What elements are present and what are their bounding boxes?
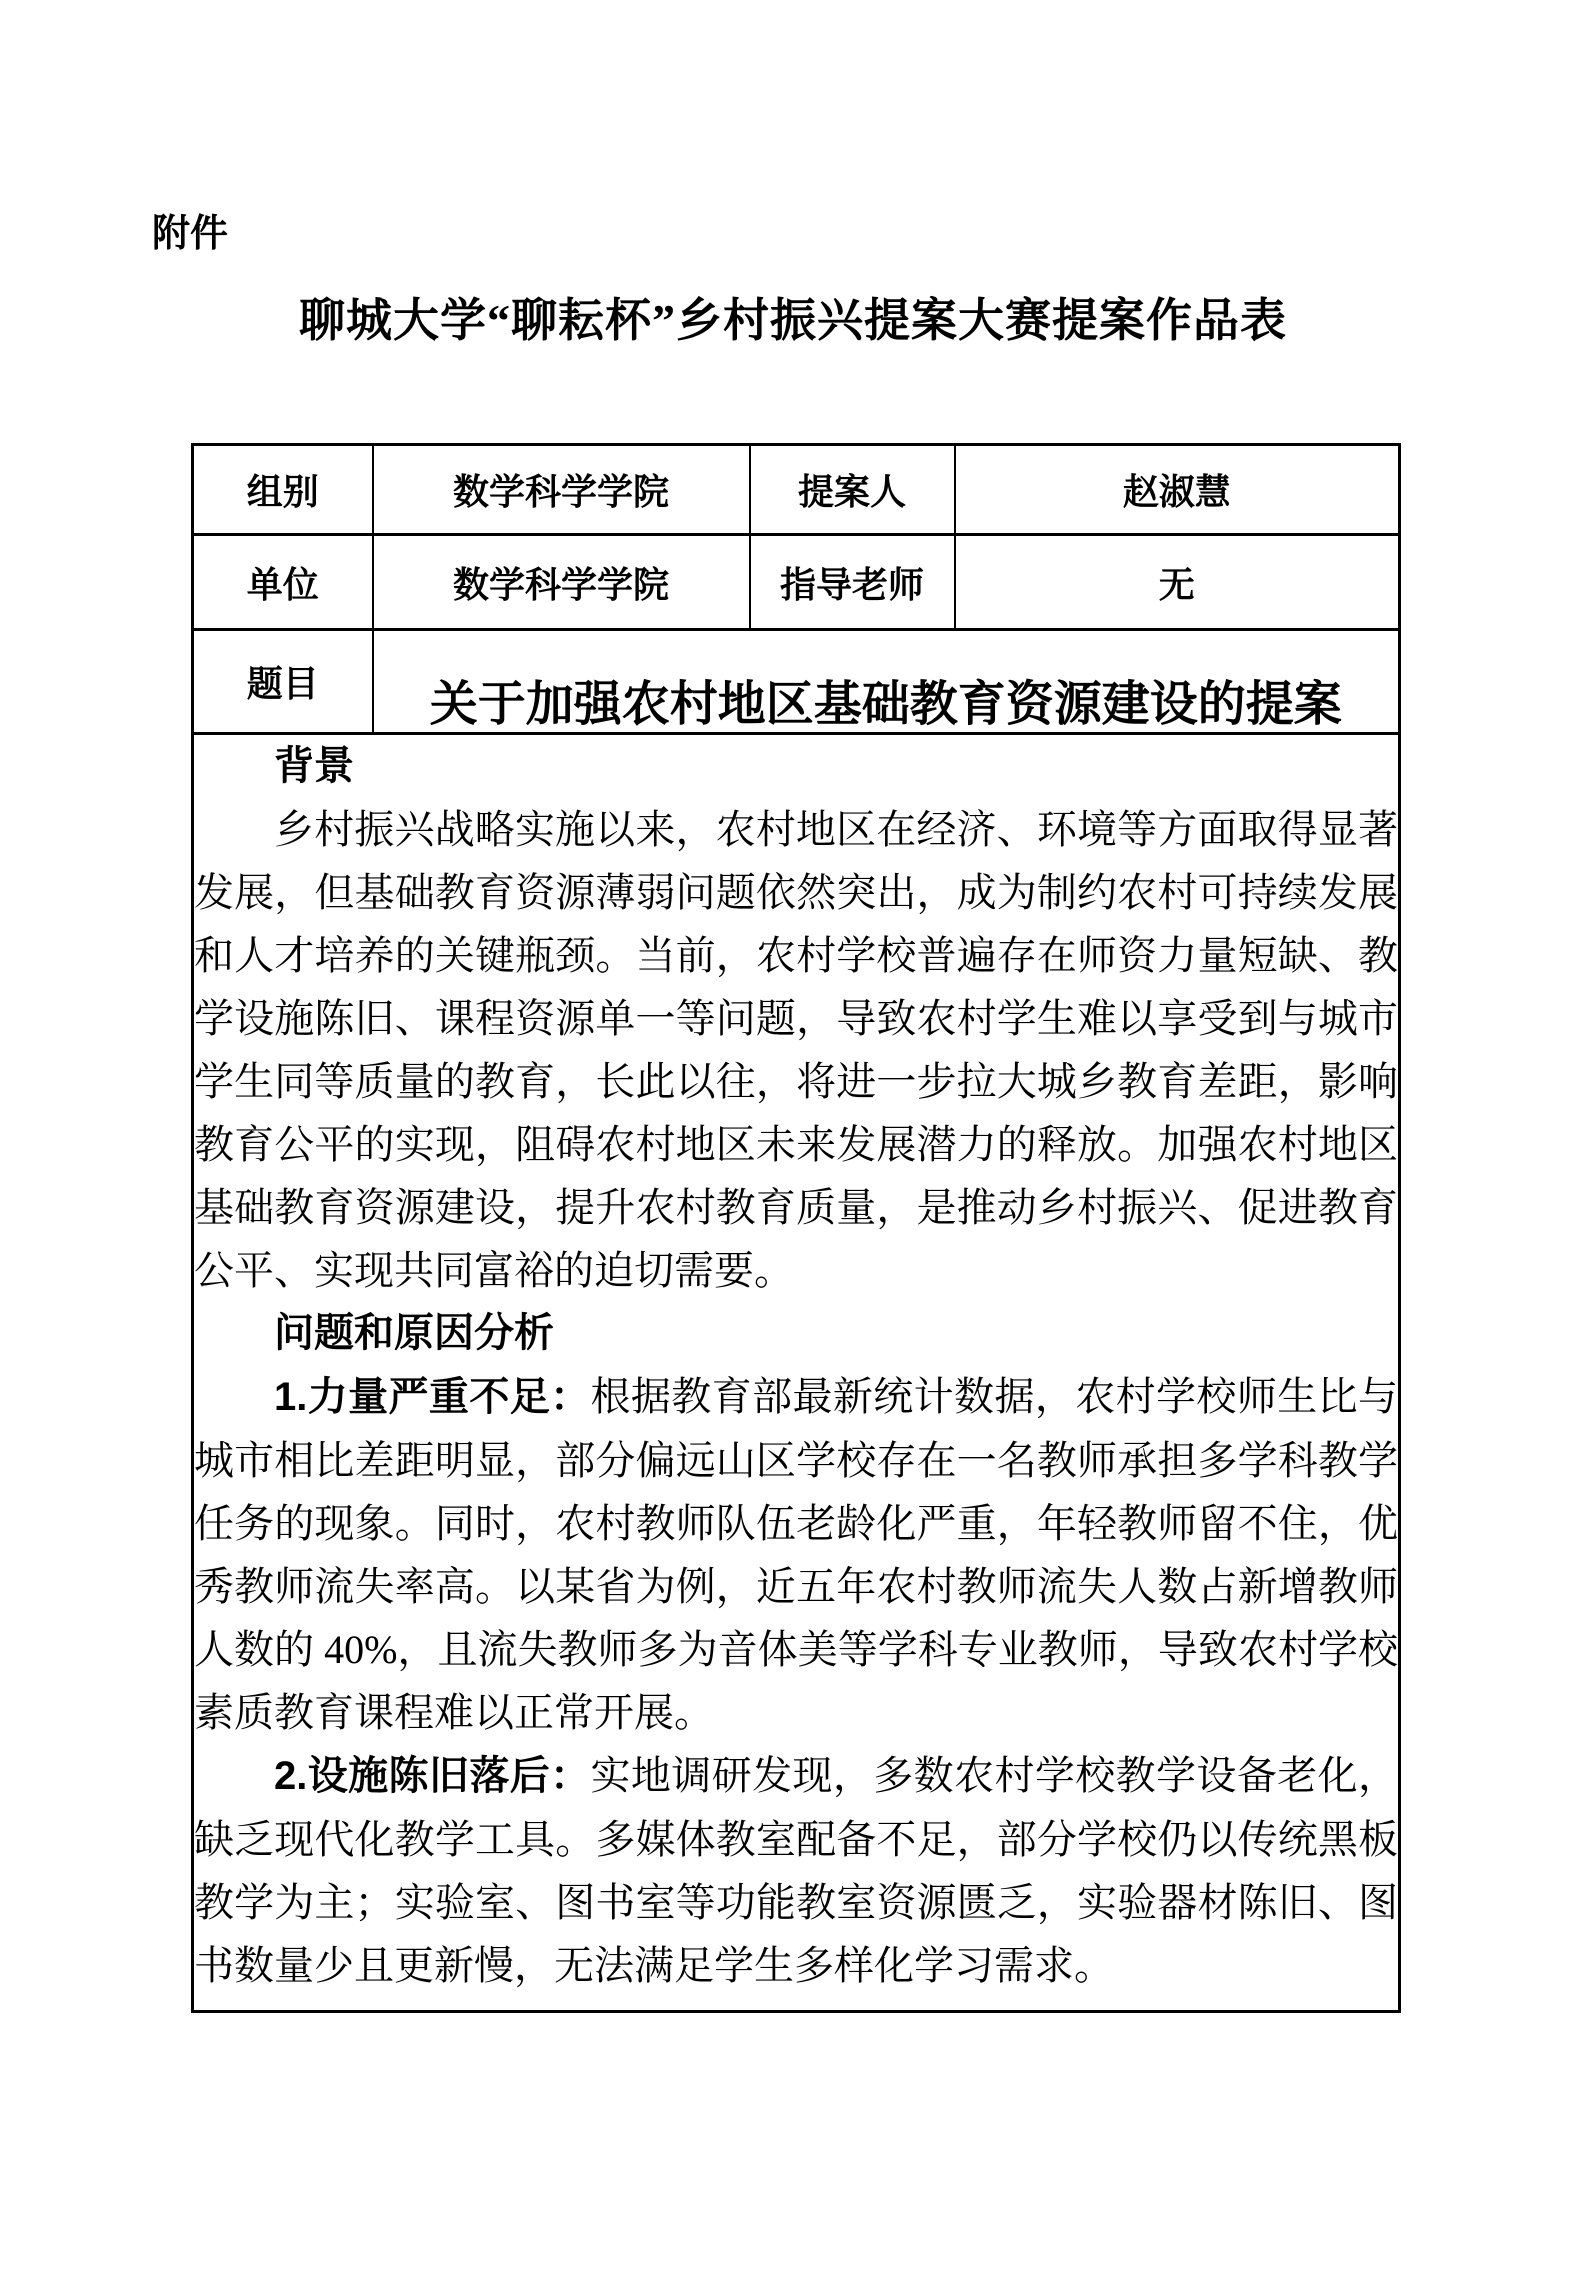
table-row-group <box>193 445 1400 535</box>
topic-value: 关于加强农村地区基础教育资源建设的提案 <box>373 630 1400 734</box>
advisor-value: 无 <box>955 535 1400 630</box>
problem-paragraph-1 <box>194 1365 1398 1744</box>
analysis-heading: 问题和原因分析 <box>274 1311 554 1355</box>
problem-1-lead: 1.力量严重不足： <box>274 1375 591 1419</box>
advisor-label: 指导老师 <box>750 535 955 630</box>
topic-label: 题目 <box>193 630 373 734</box>
problem-2-text: 实地调研发现，多数农村学校教学设备老化，缺乏现代化教学工具。多媒体教室配备不足，部分学校仍以传统黑板教学为主；实验室、图书室等功能教室资源匮乏，实验器材陈旧、图书数量少且更新慢，无法满足学生多样化学习需求。 <box>194 1753 1399 1988</box>
proposal-form-table <box>191 443 1401 2013</box>
group-value: 数学科学学院 <box>373 445 750 535</box>
body-cell <box>193 734 1400 2012</box>
table-row-topic <box>193 630 1400 734</box>
problem-paragraph-2 <box>194 1744 1398 1997</box>
unit-value: 数学科学学院 <box>373 535 750 630</box>
background-paragraph: 乡村振兴战略实施以来，农村地区在经济、环境等方面取得显著发展，但基础教育资源薄弱问题依然突出，成为制约农村可持续发展和人才培养的关键瓶颈。当前，农村学校普遍存在师资力量短缺、教学设施陈旧、课程资源单一等问题，导致农村学生难以享受到与城市学生同等质量的教育，长此以往，将进一步拉大城乡教育差距，影响教育公平的实现，阻碍农村地区未来发展潜力的释放。加强农村地区基础教育资源建设，提升农村教育质量，是推动乡村振兴、促进教育公平、实现共同富裕的迫切需要。 <box>194 807 1398 1293</box>
table-row-unit <box>193 535 1400 630</box>
doc-title: 聊城大学“聊耘杯”乡村振兴提案大赛提案作品表 <box>299 295 1287 346</box>
problem-1-text: 根据教育部最新统计数据，农村学校师生比与城市相比差距明显，部分偏远山区学校存在一名教师承担多学科教学任务的现象。同时，农村教师队伍老龄化严重，年轻教师留不住，优秀教师流失率高。以某省为例，近五年农村教师流失人数占新增教师人数的 40%，且流失教师多为音体美等学科专业教师，导致农村学校素质教育课程难以正常开展。 <box>194 1374 1399 1735</box>
proposer-value: 赵淑慧 <box>955 445 1400 535</box>
group-label: 组别 <box>193 445 373 535</box>
background-heading: 背景 <box>274 744 354 788</box>
proposer-label: 提案人 <box>750 445 955 535</box>
table-row-body <box>193 734 1400 2012</box>
unit-label: 单位 <box>193 535 373 630</box>
problem-2-lead: 2.设施陈旧落后： <box>274 1754 591 1798</box>
attachment-label: 附件 <box>152 213 229 255</box>
